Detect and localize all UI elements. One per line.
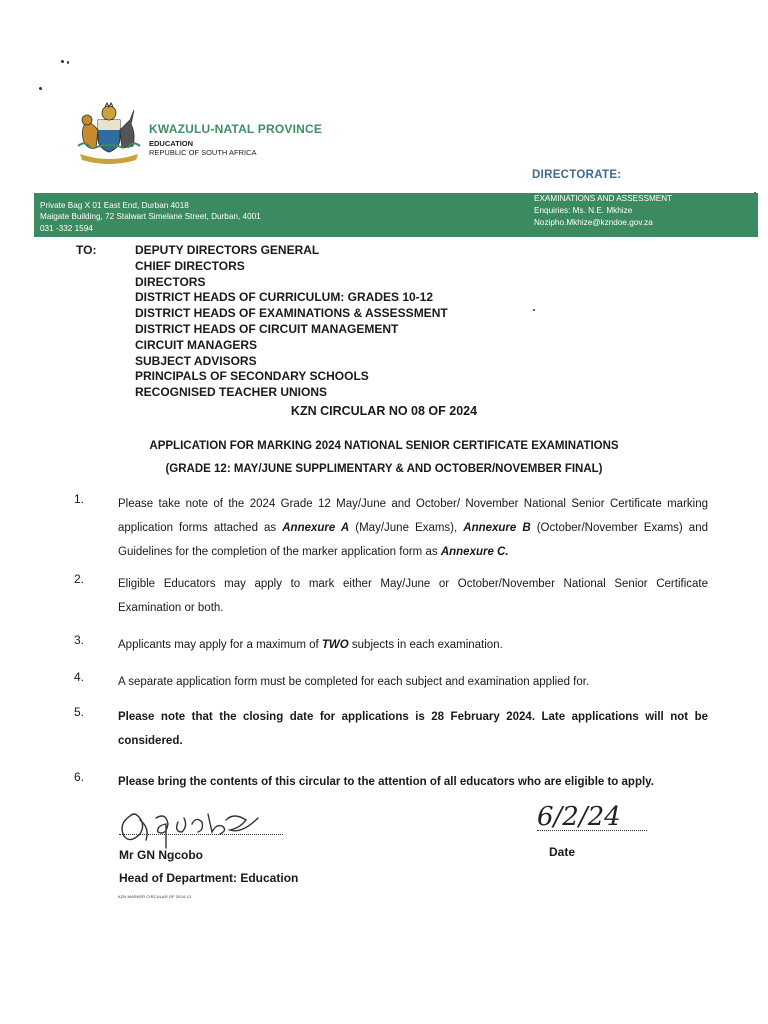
scan-speck xyxy=(61,60,64,63)
enquiries-contact: Enquiries: Ms. N.E. Mkhize xyxy=(534,206,633,215)
item-text: Eligible Educators may apply to mark either May/June or October/November National Senior Certificate Examination or both. xyxy=(118,578,708,614)
date-label: Date xyxy=(549,845,576,859)
signer-title: Head of Department: Education xyxy=(119,871,299,885)
handwritten-signature xyxy=(116,802,266,852)
address-line-1: Private Bag X 01 East End, Durban 4018 xyxy=(40,201,189,210)
date-line xyxy=(537,830,647,831)
item-text: Please bring the contents of this circular to the attention of all educators who are eligible to apply. xyxy=(118,776,654,788)
item-number: 4. xyxy=(74,670,85,684)
signature-line xyxy=(119,834,283,835)
directorate-heading: DIRECTORATE: xyxy=(532,169,622,181)
scan-speck xyxy=(533,309,535,311)
circular-number: KZN CIRCULAR NO 08 OF 2024 xyxy=(290,404,478,418)
item-text-run: Please take note of the 2024 Grade 12 May/June and October/ November National Senior Certificate marking application forms attached as xyxy=(118,498,708,534)
recipient-list xyxy=(135,243,448,401)
country-name: REPUBLIC OF SOUTH AFRICA xyxy=(149,148,257,157)
subject-title-line-2: (GRADE 12: MAY/JUNE SUPPLIMENTARY & AND OCTOBER/NOVEMBER FINAL) xyxy=(165,463,603,475)
recipient-item: RECOGNISED TEACHER UNIONS xyxy=(135,385,328,400)
address-line-2: Maigate Building, 72 Stalwart Simelane Street, Durban, 4001 xyxy=(40,212,261,221)
annexure-a-reference: Annexure A xyxy=(282,522,350,534)
item-number: 6. xyxy=(74,770,85,784)
scan-speck xyxy=(67,61,69,64)
recipient-item: DIRECTORS xyxy=(135,274,206,289)
handwritten-date: 6/2/24 xyxy=(537,802,621,832)
recipient-item: DISTRICT HEADS OF EXAMINATIONS & ASSESSMENT xyxy=(135,306,448,321)
recipient-item: DISTRICT HEADS OF CIRCUIT MANAGEMENT xyxy=(135,321,399,336)
item-text-run: Applicants may apply for a maximum of xyxy=(118,639,322,651)
letterhead-band xyxy=(34,193,758,237)
department-name: EDUCATION xyxy=(149,139,194,148)
item-text: Please note that the closing date for applications is 28 February 2024. Late applications will not be considered. xyxy=(118,711,708,747)
recipient-item: PRINCIPALS OF SECONDARY SCHOOLS xyxy=(135,369,369,384)
recipient-item: DEPUTY DIRECTORS GENERAL xyxy=(135,243,320,257)
item-text: A separate application form must be completed for each subject and examination applied for. xyxy=(118,676,590,688)
signer-name: Mr GN Ngcobo xyxy=(119,848,203,862)
directorate-name: EXAMINATIONS AND ASSESSMENT xyxy=(534,194,673,203)
footer-reference: KZN MARKER CIRCULAR OF 2024.V1 xyxy=(118,894,192,899)
item-number: 1. xyxy=(74,492,85,506)
item-text-run: subjects in each examination. xyxy=(348,639,503,651)
item-text-run: (October/November Exams) and Guidelines for the completion of the marker application form as xyxy=(118,522,708,558)
recipient-item: CHIEF DIRECTORS xyxy=(135,258,245,273)
contact-email: Nozipho.Mkhize@kzndoe.gov.za xyxy=(534,218,653,227)
scan-speck xyxy=(39,87,42,90)
phone-number: 031 -332 1594 xyxy=(40,224,93,233)
item-text-run: (May/June Exams), xyxy=(349,522,464,534)
item-number: 5. xyxy=(74,705,85,719)
recipient-item: CIRCUIT MANAGERS xyxy=(135,337,257,352)
item-text xyxy=(118,633,708,657)
annexure-b-reference: Annexure B xyxy=(463,522,531,534)
recipient-item: SUBJECT ADVISORS xyxy=(135,353,257,368)
item-number: 2. xyxy=(74,572,85,586)
item-text xyxy=(118,492,708,564)
emphasis-two: TWO xyxy=(321,639,349,651)
recipient-item: DISTRICT HEADS OF CURRICULUM: GRADES 10-12 xyxy=(135,290,434,305)
subject-title-line-1: APPLICATION FOR MARKING 2024 NATIONAL SENIOR CERTIFICATE EXAMINATIONS xyxy=(149,440,619,452)
coat-of-arms-icon xyxy=(76,100,142,164)
province-name: KWAZULU-NATAL PROVINCE xyxy=(149,122,323,136)
annexure-c-reference: Annexure C. xyxy=(440,546,509,558)
item-number: 3. xyxy=(74,633,85,647)
to-label: TO: xyxy=(76,243,97,257)
